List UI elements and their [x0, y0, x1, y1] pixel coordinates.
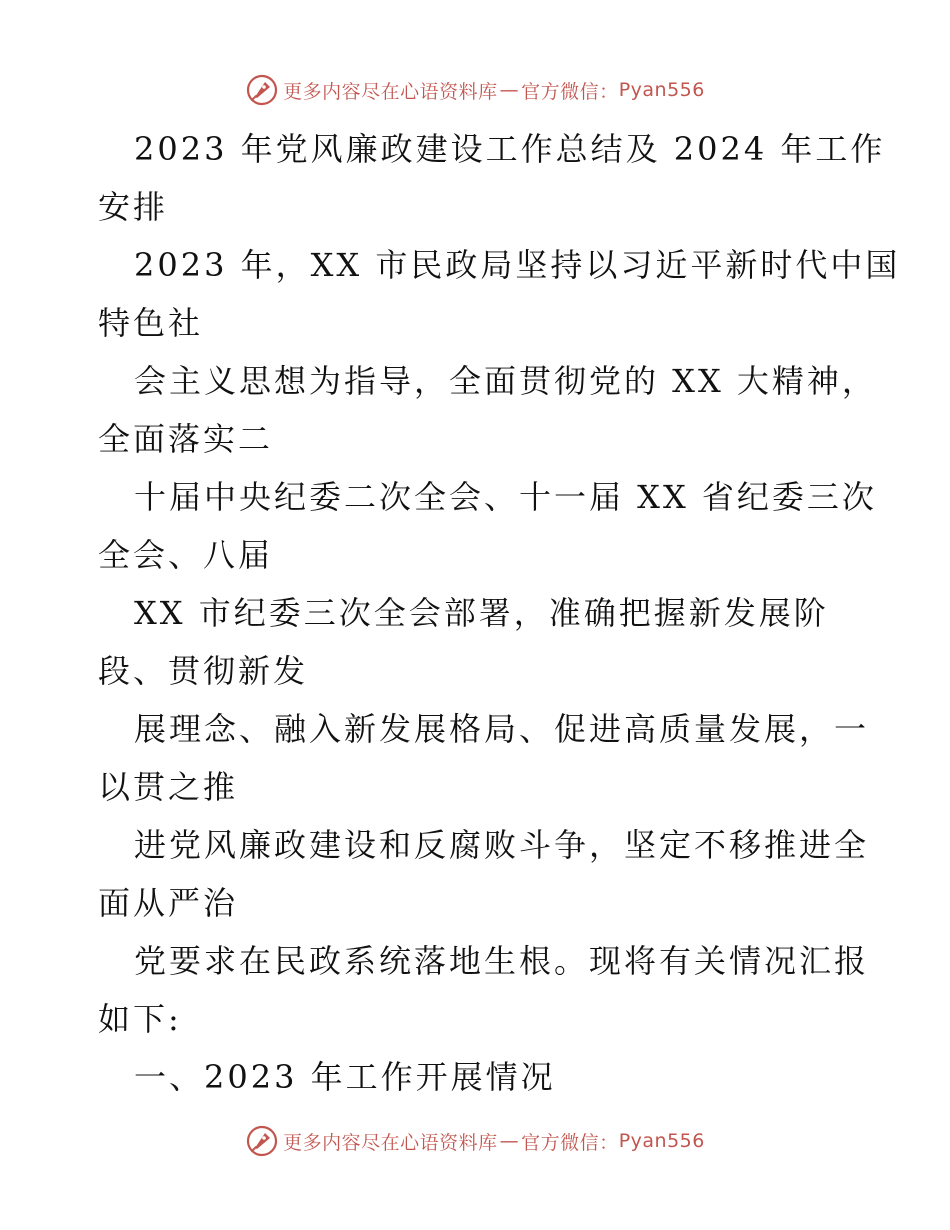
watermark-separator: —	[499, 79, 520, 101]
paragraph-line: 进党风廉政建设和反腐败斗争，坚定不移推进全	[134, 826, 870, 864]
document-body	[98, 120, 901, 1106]
paragraph-line: 如下:	[98, 1000, 182, 1038]
paragraph-line: 会主义思想为指导，全面贯彻党的 XX 大精神，	[134, 362, 877, 400]
paragraph-line: 展理念、融入新发展格局、促进高质量发展，一	[134, 710, 870, 748]
watermark-site-text: 更多内容尽在心语资料库	[283, 80, 498, 103]
section-heading: 一、2023 年工作开展情况	[134, 1058, 556, 1096]
paragraph-line: 面从严治	[98, 884, 239, 922]
paragraph-line: 以贯之推	[98, 768, 239, 806]
paragraph-line: 段、贯彻新发	[98, 652, 309, 690]
fountain-pen-nib-icon	[245, 73, 279, 107]
footer-watermark	[0, 1121, 950, 1161]
paragraph-line: 全面落实二	[98, 420, 274, 458]
watermark-site-text: 更多内容尽在心语资料库	[283, 1131, 498, 1154]
paragraph-line: 党要求在民政系统落地生根。现将有关情况汇报	[134, 942, 870, 980]
document-title-line-2: 安排	[98, 188, 169, 226]
paragraph-line: 全会、八届	[98, 536, 274, 574]
watermark-wechat-label: 官方微信：	[521, 80, 619, 103]
watermark-separator: —	[499, 1130, 520, 1152]
paragraph-line: XX 市纪委三次全会部署，准确把握新发展阶	[134, 594, 829, 632]
fountain-pen-nib-icon	[245, 1124, 279, 1158]
paragraph-line: 特色社	[98, 304, 204, 342]
paragraph-line: 2023 年，XX 市民政局坚持以习近平新时代中国	[134, 246, 901, 284]
document-title-line-1: 2023 年党风廉政建设工作总结及 2024 年工作	[134, 130, 886, 168]
paragraph-line: 十届中央纪委二次全会、十一届 XX 省纪委三次	[134, 478, 877, 516]
watermark-wechat-label: 官方微信：	[521, 1131, 619, 1154]
watermark-wechat-id: Pyan556	[618, 79, 705, 101]
watermark-wechat-id: Pyan556	[618, 1130, 705, 1152]
header-watermark	[0, 70, 950, 110]
